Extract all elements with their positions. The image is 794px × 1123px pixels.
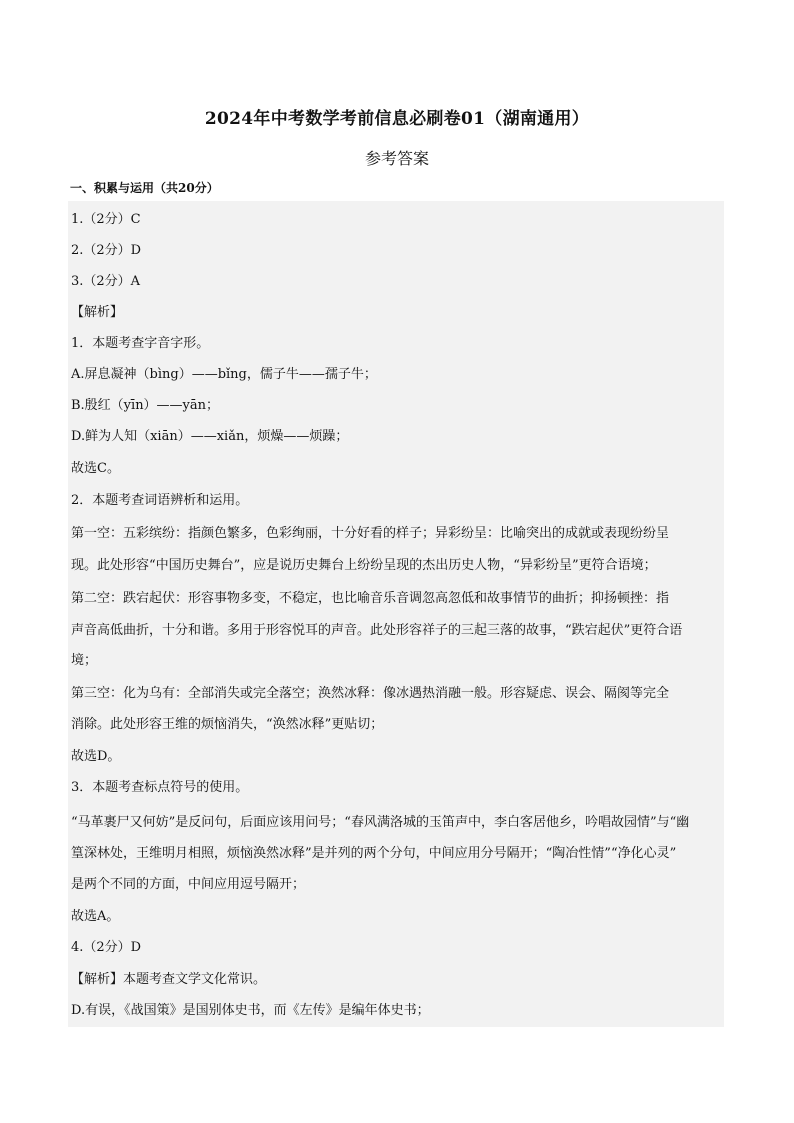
answer-line: 第二空：跌宕起伏：形容事物多变，不稳定，也比喻音乐音调忽高忽低和故事情节的曲折；抑扬顿挫：指 — [71, 591, 670, 606]
answer-line: 是两个不同的方面，中间应用逗号隔开； — [71, 877, 306, 892]
answer-line: 现。此处形容“中国历史舞台”，应是说历史舞台上纷纷呈现的杰出历史人物，“异彩纷呈”更符合语境； — [71, 558, 657, 573]
answer-line: 3.（2分）A — [71, 274, 141, 289]
answer-line: 消除。此处形容王维的烦恼消失，“涣然冰释”更贴切； — [71, 717, 384, 732]
answer-line: 2．本题考查词语辨析和运用。 — [71, 493, 249, 508]
document-title: 2024年中考数学考前信息必刷卷01（湖南通用） — [204, 109, 590, 129]
answer-line: 故选D。 — [71, 749, 121, 764]
answer-line: 故选A。 — [71, 909, 120, 924]
answer-line: 2.（2分）D — [71, 243, 142, 258]
answer-line: 1．本题考查字音字形。 — [71, 336, 210, 351]
answer-line: 4.（2分）D — [71, 940, 142, 955]
answer-line: 【解析】本题考查文学文化常识。 — [71, 972, 267, 987]
answer-content — [68, 201, 724, 1027]
answer-line: 3．本题考查标点符号的使用。 — [71, 780, 249, 795]
answer-line: D.鲜为人知（xiān）——xiǎn，烦燥——烦躁； — [71, 429, 349, 444]
answer-line: 声音高低曲折，十分和谐。多用于形容悦耳的声音。此处形容祥子的三起三落的故事，“跌宕起伏”更符合语 — [71, 623, 683, 638]
answer-line: 境； — [71, 653, 98, 668]
analysis-label: 【解析】 — [71, 305, 124, 320]
answer-line: B.殷红（yīn）——yān； — [71, 398, 220, 413]
answer-line: 1.（2分）C — [71, 212, 141, 227]
answer-line: 第一空：五彩缤纷：指颜色繁多，色彩绚丽，十分好看的样子；异彩纷呈：比喻突出的成就或表现纷纷呈 — [71, 526, 670, 541]
answer-line: A.屏息凝神（bìng）——bǐng，儒子牛——孺子牛； — [71, 367, 377, 382]
answer-line: 第三空：化为乌有：全部消失或完全落空；涣然冰释：像冰遇热消融一般。形容疑虑、误会、隔阂等完全 — [71, 686, 670, 701]
document-subtitle: 参考答案 — [364, 149, 429, 168]
answer-line: “马革裹尸又何妨”是反问句，后面应该用问号；“春风满洛城的玉笛声中，李白客居他乡，吟唱故园情”与“幽 — [71, 815, 690, 830]
answer-line: D.有误，《战国策》是国别体史书，而《左传》是编年体史书； — [71, 1003, 430, 1018]
answer-line: 故选C。 — [71, 461, 120, 476]
answer-line: 篁深林处，王维明月相照，烦恼涣然冰释”是并列的两个分句，中间应用分号隔开；“陶冶性情”“净化心灵” — [71, 846, 677, 861]
section-heading: 一、积累与运用（共20分） — [70, 181, 219, 195]
